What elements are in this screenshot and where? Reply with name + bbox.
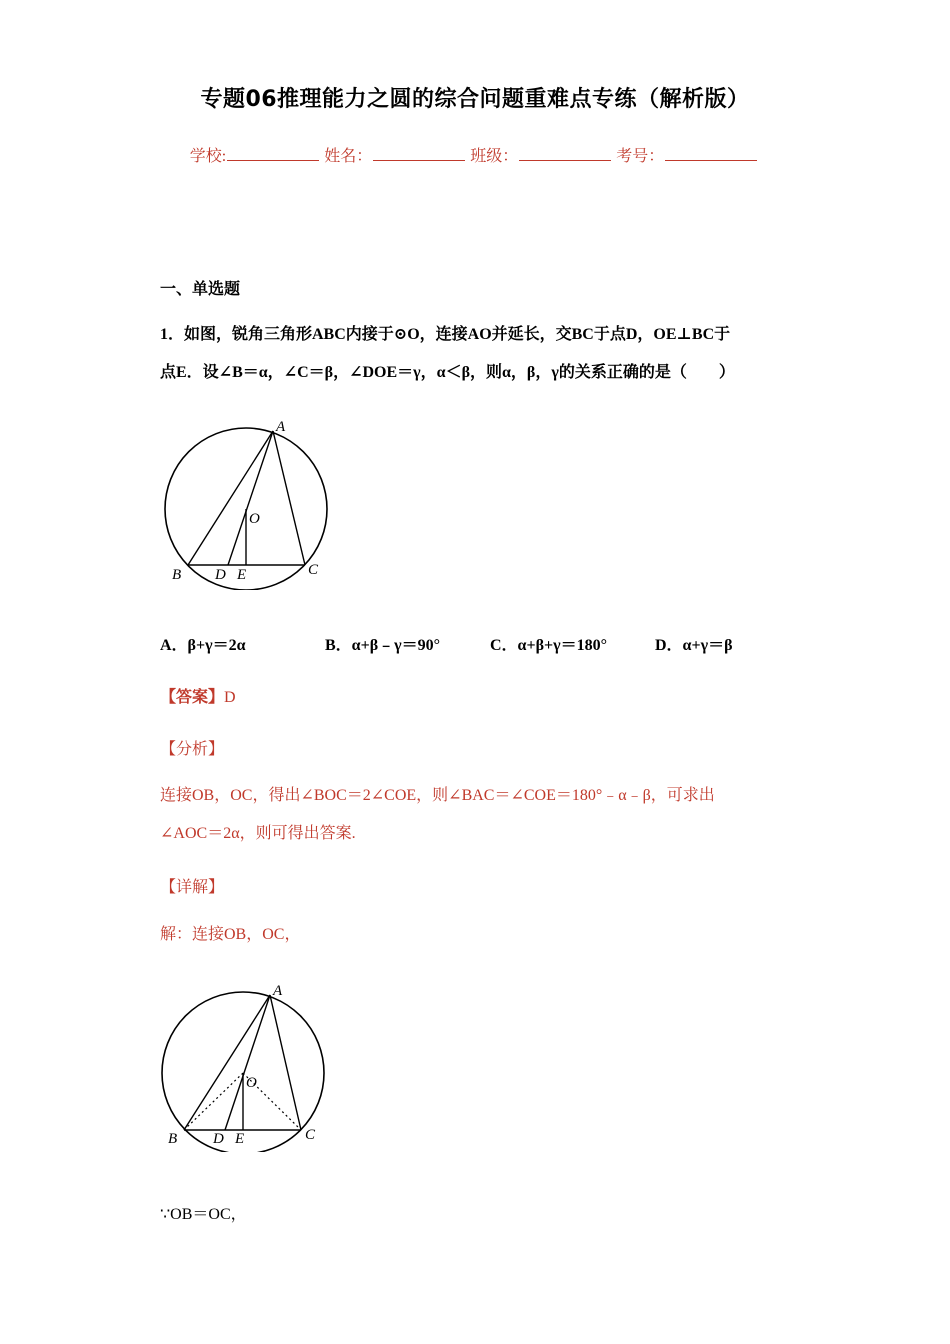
detail-label: 【详解】 [160, 877, 225, 896]
figure-1-circle-diagram [160, 415, 340, 590]
detail-line-2: ∵OB＝OC， [160, 1206, 247, 1223]
label-a: A [276, 419, 286, 435]
answer-line [160, 684, 236, 707]
analysis-line-1: 连接OB，OC，得出∠BOC＝2∠COE，则∠BAC＝∠COE＝180°﹣α﹣β，可求出 [160, 787, 715, 804]
school-label: 学校: [189, 148, 227, 165]
label-o: O [249, 511, 260, 527]
student-info-line [0, 143, 950, 166]
analysis-line-2: ∠AOC＝2α，则可得出答案. [160, 825, 356, 842]
section-title: 一、单选题 [160, 279, 241, 298]
option-c[interactable]: C．α+β+γ＝180° [490, 637, 608, 654]
name-blank[interactable] [373, 148, 465, 161]
question-line-2: 点E．设∠B＝α，∠C＝β，∠DOE＝γ，α＜β，则α，β，γ的关系正确的是（ ） [160, 364, 735, 381]
segment-ad [228, 431, 273, 565]
label-c: C [305, 1127, 316, 1143]
segment-ac [273, 431, 305, 565]
label-d: D [215, 567, 226, 583]
class-label: 班级： [470, 148, 519, 165]
detail-line-1: 解：连接OB，OC， [160, 926, 301, 943]
segment-ab [188, 431, 273, 565]
number-blank[interactable] [665, 148, 757, 161]
label-e: E [235, 1131, 245, 1147]
label-o: O [246, 1075, 257, 1091]
segment-ac [270, 995, 301, 1130]
label-c: C [308, 562, 319, 578]
number-label: 考号： [616, 148, 665, 165]
answer-value: D [224, 689, 236, 706]
option-a[interactable]: A．β+γ＝2α [160, 637, 246, 654]
label-a: A [273, 983, 283, 999]
school-blank[interactable] [227, 148, 319, 161]
answer-options [160, 632, 800, 655]
figure-2-circle-diagram [156, 982, 336, 1152]
document-title: 专题06推理能力之圆的综合问题重难点专练（解析版） [200, 87, 750, 112]
segment-ab [184, 995, 270, 1130]
label-d: D [213, 1131, 224, 1147]
analysis-label: 【分析】 [160, 739, 225, 758]
answer-label: 【答案】 [160, 687, 225, 706]
question-line-1: 1．如图，锐角三角形ABC内接于⊙O，连接AO并延长，交BC于点D，OE⊥BC于 [160, 326, 731, 343]
label-e: E [237, 567, 247, 583]
option-b[interactable]: B．α+β﹣γ＝90° [325, 637, 441, 654]
name-label: 姓名： [324, 148, 373, 165]
class-blank[interactable] [519, 148, 611, 161]
analysis-text [160, 777, 780, 853]
segment-ad [225, 995, 270, 1130]
option-d[interactable]: D．α+γ＝β [655, 637, 733, 654]
label-b: B [168, 1131, 178, 1147]
label-b: B [172, 567, 182, 583]
question-1 [160, 316, 790, 392]
